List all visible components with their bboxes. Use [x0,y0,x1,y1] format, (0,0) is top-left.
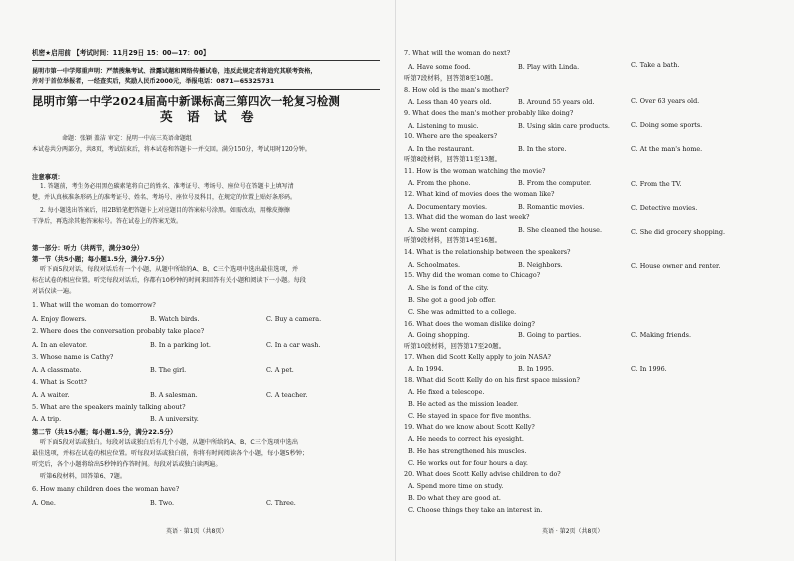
question-stem: 12. What kind of movies does the woman like? [404,190,555,198]
option-c: C. Take a bath. [631,61,680,69]
option-a: A. Have some food. [408,63,471,71]
option-a: A. A classmate. [32,366,82,374]
option-a: A. A waiter. [32,391,70,399]
option-b: B. In 1995. [518,365,554,373]
option-c: C. She did grocery shopping. [631,228,726,236]
option-c: C. At the man's home. [631,145,703,153]
option-b: B. He acted as the mission leader. [408,400,519,408]
question-stem: 18. What did Scott Kelly do on his first space mission? [404,376,580,384]
page-1 [0,0,395,561]
option-a: A. In the restaurant. [408,145,475,153]
option-c: C. A teacher. [266,391,308,399]
option-a: A. Less than 40 years old. [408,98,492,106]
option-b: B. Two. [150,499,175,507]
exam-header: 机密★启用前 【考试时间：11月29日 15：00—17：00】 [32,49,210,57]
option-b: B. From the computer. [518,179,592,187]
option-a: A. Documentary movies. [408,203,488,211]
option-c: C. He stayed in space for five months. [408,412,532,420]
divider [32,89,380,90]
option-c: C. He works out for four hours a day. [408,459,528,467]
option-c: C. House owner and renter. [631,262,721,270]
option-a: A. Spend more time on study. [408,482,504,490]
notice-line: 昆明市第一中学郑重声明：严禁搜集考试、泄露试题和网络传播试卷，违反此规定者将追究其联考资格， [32,68,317,75]
question-stem: 15. Why did the woman come to Chicago? [404,271,541,279]
option-a: A. Schoolmates. [408,261,461,269]
question-stem: 6. How many children does the woman have? [32,485,180,493]
note-line: 2. 每小题选出答案后，用2B铅笔把答题卡上对应题目的答案标号涂黑。如需改动，用橡皮擦擦 [40,207,290,214]
option-a: A. He fixed a telescope. [408,388,485,396]
option-c: C. In a car wash. [266,341,321,349]
note-line: 1. 答题前，考生务必用黑色碳素笔将自己的姓名、准考证号、考场号、座位号在答题卡上填写清 [40,183,294,190]
question-stem: 3. Whose name is Cathy? [32,353,114,361]
option-b: B. She cleaned the house. [518,226,602,234]
question-stem: 11. How is the woman watching the movie? [404,167,546,175]
option-b: B. Play with Linda. [518,63,580,71]
section-desc: 标在试卷的相应位置。听完每段对话后，你都有10秒钟的时间来回答有关小题和阅读下一小题。每段 [32,277,306,284]
option-a: A. She is fond of the city. [408,284,489,292]
option-a: A. Going shopping. [408,331,470,339]
authors: 命题：张颖 盖洁 审定：昆明一中高三英语命题组 [62,135,192,142]
option-c: C. Buy a camera. [266,315,322,323]
page-footer: 英语 · 第1页（共8页） [166,528,228,535]
option-c: C. Detective movies. [631,204,698,212]
notice-line: 并对于首位举报者，一经查实后，奖励人民币2000元，举报电话：0871—65325731 [32,78,275,85]
material-heading: 听第10段材料，回答第17至20题。 [404,342,506,350]
option-b: B. A salesman. [150,391,198,399]
question-stem: 10. Where are the speakers? [404,132,498,140]
material-heading: 听第9段材料，回答第14至16题。 [404,236,502,244]
material-heading: 听第7段材料，回答第8至10题。 [404,74,497,82]
option-c: C. Three. [266,499,296,507]
material-heading: 听第8段材料，回答第11至13题。 [404,155,502,163]
option-a: A. From the phone. [408,179,471,187]
option-b: B. The girl. [150,366,187,374]
option-c: C. In 1996. [631,365,667,373]
question-stem: 4. What is Scott? [32,378,87,386]
section-desc: 最佳选项，并标在试卷的相应位置。听每段对话或独白前，你将有时间阅读各个小题，每小题5秒钟； [32,450,309,457]
notes-title: 注意事项： [32,173,64,181]
note-line: 干净后，再选涂其他答案标号。答在试卷上的答案无效。 [32,218,183,225]
question-stem: 5. What are the speakers mainly talking about? [32,403,186,411]
section-desc: 听下面5段对话，每段对话后有一个小题，从题中所给的A、B、C三个选项中选出最佳选项，并 [40,266,299,273]
option-b: B. Going to parties. [518,331,582,339]
section-heading: 第一节（共5小题；每小题1.5分，满分7.5分） [32,255,168,263]
section-heading: 第二节（共15小题；每小题1.5分，满分22.5分） [32,428,177,436]
option-a: A. One. [32,499,56,507]
question-stem: 8. How old is the man's mother? [404,86,509,94]
option-c: C. Choose things they take an interest in. [408,506,543,514]
option-b: B. Do what they are good at. [408,494,501,502]
option-a: A. She went camping. [408,226,479,234]
option-a: A. A trip. [32,415,62,423]
note-line: 楚，并认真核准条形码上的准考证号、姓名、考场号、座位号及科目，在规定的位置上贴好条形码。 [32,194,297,201]
section-desc: 对话仅读一遍。 [32,288,76,295]
material-heading: 听第6段材料，回答第6、7题。 [40,473,127,480]
option-c: C. Over 63 years old. [631,97,700,105]
option-b: B. Neighbors. [518,261,563,269]
question-stem: 16. What does the woman dislike doing? [404,320,535,328]
question-stem: 7. What will the woman do next? [404,49,511,57]
section-desc: 听完后，各个小题将给出5秒钟的作答时间。每段对话或独白读两遍。 [32,461,222,468]
option-c: C. Making friends. [631,331,691,339]
part-heading: 第一部分：听力（共两节，满分30分） [32,244,144,252]
page-footer: 英语 · 第2页（共8页） [542,528,604,535]
question-stem: 17. When did Scott Kelly apply to join NASA? [404,353,551,361]
page-2 [395,0,794,561]
option-b: B. Around 55 years old. [518,98,595,106]
option-c: C. From the TV. [631,180,682,188]
option-a: A. He needs to correct his eyesight. [408,435,524,443]
intro: 本试卷共分两部分，共8页，考试结束后，将本试卷和答题卡一并交回。满分150分，考试用时120分钟。 [32,146,311,153]
question-stem: 2. Where does the conversation probably take place? [32,327,205,335]
option-b: B. A university. [150,415,199,423]
divider [32,60,380,61]
question-stem: 14. What is the relationship between the speakers? [404,248,571,256]
exam-title: 昆明市第一中学2024届高中新课标高三第四次一轮复习检测 [32,94,340,108]
question-stem: 1. What will the woman do tomorrow? [32,301,156,309]
question-stem: 20. What does Scott Kelly advise children to do? [404,470,561,478]
option-c: C. She was admitted to a college. [408,308,517,316]
section-desc: 听下面5段对话或独白。每段对话或独白后有几个小题，从题中所给的A、B、C三个选项中选出 [40,439,299,446]
option-b: B. In a parking lot. [150,341,211,349]
option-b: B. Using skin care products. [518,122,610,130]
option-b: B. Romantic movies. [518,203,585,211]
option-a: A. Listening to music. [408,122,479,130]
option-a: A. In an elevator. [32,341,88,349]
option-a: A. Enjoy flowers. [32,315,87,323]
option-b: B. He has strengthened his muscles. [408,447,527,455]
option-c: C. A pet. [266,366,294,374]
option-c: C. Doing some sports. [631,121,703,129]
subject-title: 英 语 试 卷 [160,109,259,124]
option-b: B. In the store. [518,145,567,153]
option-a: A. In 1994. [408,365,444,373]
option-b: B. Watch birds. [150,315,200,323]
option-b: B. She got a good job offer. [408,296,496,304]
question-stem: 19. What do we know about Scott Kelly? [404,423,535,431]
question-stem: 13. What did the woman do last week? [404,213,530,221]
question-stem: 9. What does the man's mother probably like doing? [404,109,574,117]
